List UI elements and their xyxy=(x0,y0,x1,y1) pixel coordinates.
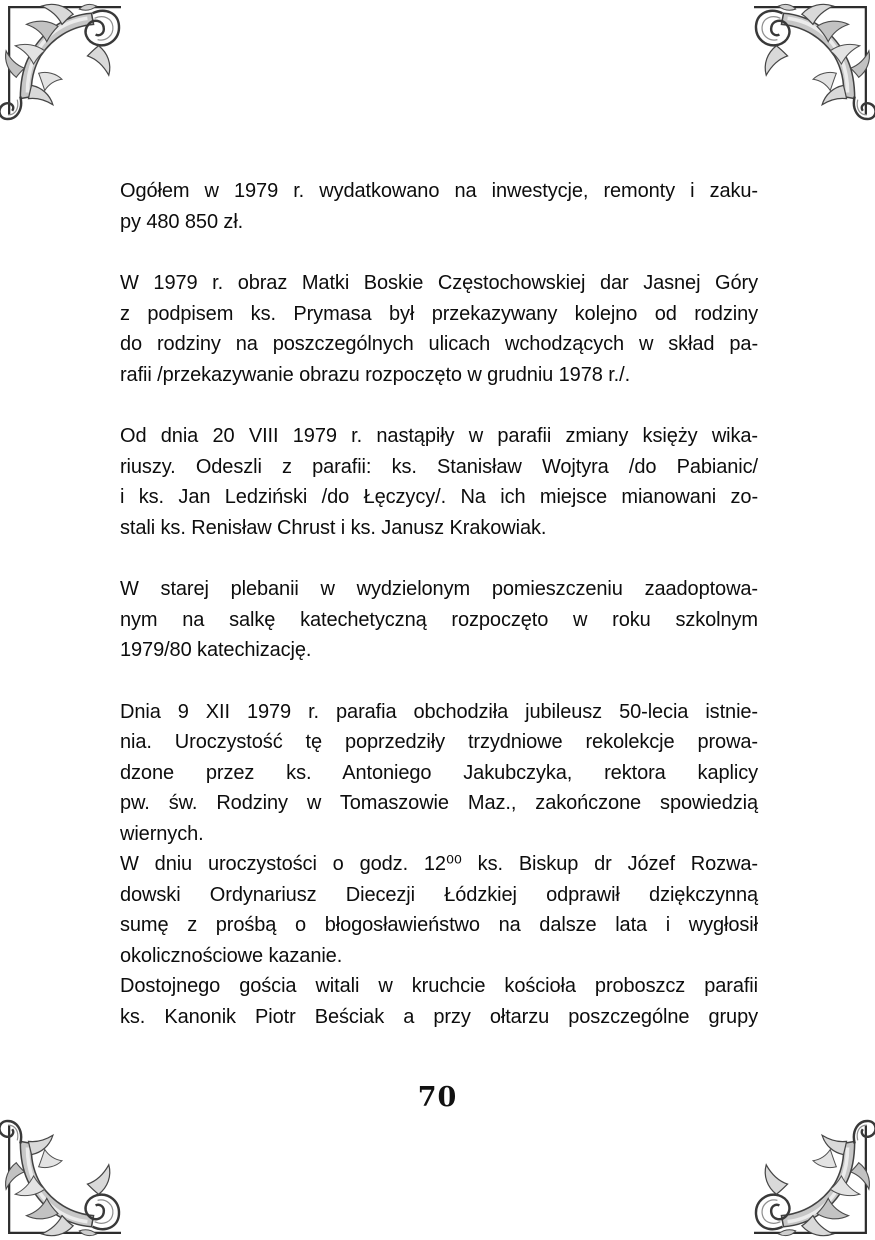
text-line: W starej plebanii w wydzielonym pomieszczeniu zaadoptowa- xyxy=(120,578,758,600)
paragraph xyxy=(120,849,758,971)
corner-flourish-top-right-icon xyxy=(753,0,875,122)
corner-flourish-bottom-left-icon xyxy=(0,1118,122,1240)
text-line: sumę z prośbą o błogosławieństwo na dalsze lata i wygłosił xyxy=(120,914,758,936)
text-line: py 480 850 zł. xyxy=(120,210,244,233)
text-line: okolicznościowe kazanie. xyxy=(120,944,343,967)
text-line: dowski Ordynariusz Diecezji Łódzkiej odprawił dziękczynną xyxy=(120,883,758,906)
text-line: pw. św. Rodziny w Tomaszowie Maz., zakończone spowiedzią xyxy=(120,792,758,814)
text-line: stali ks. Renisław Chrust i ks. Janusz Krakowiak. xyxy=(120,516,547,539)
text-line: nym na salkę katechetyczną rozpoczęto w roku szkolnym xyxy=(120,608,758,631)
paragraph xyxy=(120,574,758,666)
text-line: do rodziny na poszczególnych ulicach wchodzących w skład pa- xyxy=(120,333,758,355)
text-line: ks. Kanonik Piotr Beściak a przy ołtarzu poszczególne grupy xyxy=(120,1005,758,1028)
corner-flourish-top-left-icon xyxy=(0,0,122,122)
text-line: dzone przez ks. Antoniego Jakubczyka, rektora kaplicy xyxy=(120,761,758,784)
corner-flourish-bottom-right-icon xyxy=(753,1118,875,1240)
text-line: riuszy. Odeszli z parafii: ks. Stanisław Wojtyra /do Pabianic/ xyxy=(120,455,758,478)
paragraph xyxy=(120,176,758,237)
text-line: W 1979 r. obraz Matki Boskie Częstochowskiej dar Jasnej Góry xyxy=(120,272,758,294)
text-line: 1979/80 katechizację. xyxy=(120,639,312,661)
text-block xyxy=(120,176,758,1032)
text-line: wiernych. xyxy=(120,822,204,845)
paragraph xyxy=(120,421,758,543)
text-line: Ogółem w 1979 r. wydatkowano na inwestycje, remonty i zaku- xyxy=(120,180,758,202)
text-line: Dnia 9 XII 1979 r. parafia obchodziła jubileusz 50-lecia istnie- xyxy=(120,700,758,723)
text-line: nia. Uroczystość tę poprzedziły trzydniowe rekolekcje prowa- xyxy=(120,731,758,753)
paragraph xyxy=(120,971,758,1032)
text-line: Od dnia 20 VIII 1979 r. nastąpiły w parafii zmiany księży wika- xyxy=(120,425,758,447)
paragraph xyxy=(120,697,758,850)
page-number: 70 xyxy=(417,1082,458,1113)
text-line: z podpisem ks. Prymasa był przekazywany kolejno od rodziny xyxy=(120,302,758,325)
text-line: W dniu uroczystości o godz. 12⁰⁰ ks. Biskup dr Józef Rozwa- xyxy=(120,853,758,875)
text-line: rafii /przekazywanie obrazu rozpoczęto w grudniu 1978 r./. xyxy=(120,363,631,386)
paragraph xyxy=(120,268,758,390)
text-line: i ks. Jan Ledziński /do Łęczycy/. Na ich miejsce mianowani zo- xyxy=(120,486,758,508)
text-line: Dostojnego gościa witali w kruchcie kościoła proboszcz parafii xyxy=(120,975,758,997)
